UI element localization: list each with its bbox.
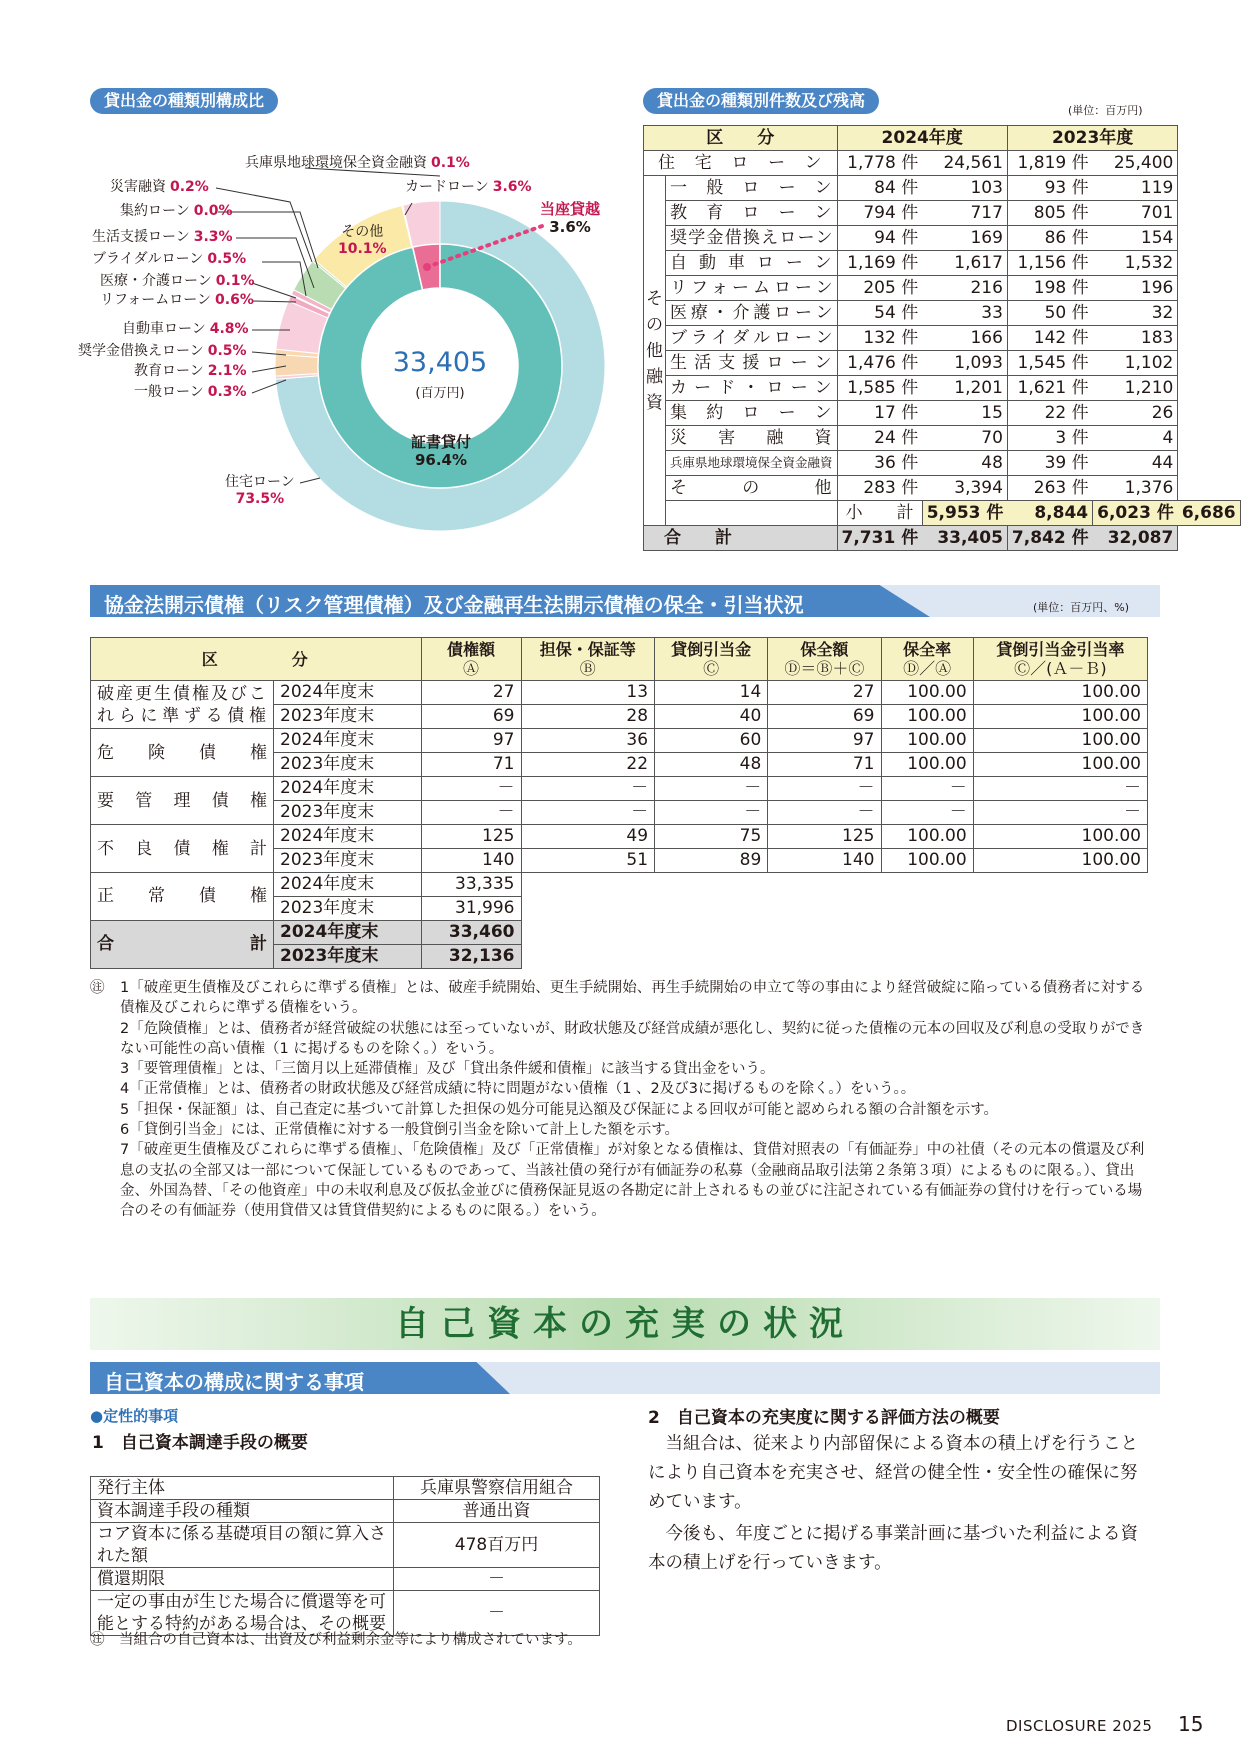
loan-composition-donut-chart: [0, 0, 640, 560]
cell-v24: 169: [922, 226, 1007, 251]
outer-label-name: 教育ローン: [134, 363, 204, 379]
capital-value: 478百万円: [394, 1523, 600, 1568]
table-row: [91, 1477, 600, 1500]
table-row: [91, 1500, 600, 1523]
capital-instrument-table: [90, 1476, 600, 1636]
outer-label-value: 0.5%: [207, 251, 247, 267]
claims-cell-p: 100.00: [973, 753, 1147, 777]
cell-c23: 6,023 件: [1093, 501, 1178, 526]
header-2023: 2023年度: [1007, 126, 1177, 151]
group-label-sonota-yushi: そ の 他 融 資: [644, 176, 666, 526]
claims-year: 2023年度末: [274, 897, 422, 921]
cell-v23: 6,686: [1178, 501, 1240, 526]
outer-label-value: 0.0%: [193, 203, 233, 219]
claims-cell-b: 49: [521, 825, 655, 849]
cell-c23: 1,545 件: [1007, 351, 1092, 376]
claims-group-label: 危 険 債 権: [91, 729, 274, 777]
claims-cell-d: 27: [768, 681, 881, 705]
outer-label-2: [110, 179, 209, 196]
outer-label-name: 一般ローン: [134, 384, 204, 400]
claims-title: 協金法開示債権（リスク管理債権）及び金融再生法開示債権の保全・引当状況: [104, 593, 804, 617]
cell-v23: 1,210: [1093, 376, 1178, 401]
cell-v24: 1,093: [922, 351, 1007, 376]
claims-cell-c: －: [655, 777, 768, 801]
table-row: [644, 301, 1241, 326]
outer-label-10: [78, 343, 247, 360]
claims-cell-d: 140: [768, 849, 881, 873]
cell-v23: 32: [1093, 301, 1178, 326]
loan-table-unit: (単位：百万円): [1068, 104, 1143, 117]
claims-cell-a: －: [421, 777, 521, 801]
item2-title: 2 自己資本の充実度に関する評価方法の概要: [648, 1408, 1000, 1428]
cell-v24: 33,405: [922, 526, 1007, 551]
cell-c24: 84 件: [837, 176, 922, 201]
cell-c23: 3 件: [1007, 426, 1092, 451]
outer-label-9: [122, 321, 249, 338]
cell-c23: 198 件: [1007, 276, 1092, 301]
cell-v24: 8,844: [1007, 501, 1092, 526]
outer-label-6: [92, 251, 246, 268]
claims-coverage-table: [90, 637, 1148, 969]
cell-c23: 263 件: [1007, 476, 1092, 501]
pie-center-value: 33,405: [392, 347, 488, 378]
claims-cell-p: 100.00: [973, 849, 1147, 873]
note-item: 5「担保・保証額」は、自己査定に基づいて計算した担保の処分可能見込額及び保証による回収が可能と認められる額の合計額を示す。: [120, 1101, 999, 1118]
cell-v23: 1,532: [1093, 251, 1178, 276]
row-label: その他: [666, 476, 838, 501]
item2-paragraph-1: 当組合は、従来より内部留保による資本の積上げを行うことにより自己資本を充実させ、経営の健全性・安全性の確保に努めています。: [648, 1434, 1138, 1512]
cell-v24: 1,201: [922, 376, 1007, 401]
overdraft-dot: [423, 263, 431, 271]
page-number: 15: [1178, 1712, 1204, 1736]
claims-cell-a: 32,136: [421, 945, 521, 969]
row-label: 兵庫県地球環境保全資金融資: [666, 451, 838, 476]
cell-c24: 94 件: [837, 226, 922, 251]
cell-c24: 36 件: [837, 451, 922, 476]
cell-v24: 33: [922, 301, 1007, 326]
table-row: [644, 401, 1241, 426]
claims-year: 2023年度末: [274, 945, 422, 969]
outer-label-name: 自動車ローン: [122, 321, 206, 337]
claims-group-label: 要 管 理 債 権: [91, 777, 274, 825]
outer-label-8: [100, 292, 254, 309]
outer-label-value: 73.5%: [235, 491, 285, 507]
outer-label-name: ブライダルローン: [92, 251, 204, 267]
claims-cell-p: 100.00: [973, 729, 1147, 753]
outer-label-name: その他: [341, 224, 384, 240]
pie-center-unit: (百万円): [415, 386, 465, 401]
claims-cell-a: 33,335: [421, 873, 521, 897]
claims-header-0: 区 分: [91, 638, 422, 681]
outer-label-11: [134, 363, 247, 380]
claims-year: 2023年度末: [274, 801, 422, 825]
table-row: [644, 176, 1241, 201]
claims-cell-d: 125: [768, 825, 881, 849]
cell-c23: 805 件: [1007, 201, 1092, 226]
header-kubun: 区 分: [644, 126, 838, 151]
group-spacer: [666, 501, 838, 526]
cell-v23: 32,087: [1093, 526, 1178, 551]
empty-cell: [521, 873, 1148, 897]
cell-c24: 283 件: [837, 476, 922, 501]
outer-label-0: [245, 155, 470, 172]
inner-label-touza: 当座貸越 3.6%: [539, 200, 600, 236]
claims-header-2: 担保・保証等 Ⓑ: [521, 638, 655, 681]
note-item: 1「破産更生債権及びこれらに準ずる債権」とは、破産手続開始、更生手続開始、再生手続開始の申立て等の事由により経営破綻に陥っている債務者に対する債権及びこれらに準ずる債権をいう。: [120, 980, 1145, 1017]
row-label: 集約ローン: [666, 401, 838, 426]
outer-label-value: 0.5%: [207, 343, 247, 359]
table-row: [91, 1523, 600, 1568]
note-item: 3「要管理債権」とは、「三箇月以上延滞債権」及び「貸出条件緩和債権」に該当する貸出金をいう。: [120, 1061, 775, 1078]
claims-year: 2023年度末: [274, 753, 422, 777]
table-row: [91, 825, 1148, 849]
cell-v24: 717: [922, 201, 1007, 226]
table-row: [91, 777, 1148, 801]
cell-c24: 54 件: [837, 301, 922, 326]
claims-cell-r: 100.00: [881, 681, 973, 705]
claims-cell-b: 36: [521, 729, 655, 753]
table-row: [644, 226, 1241, 251]
table-row: [644, 251, 1241, 276]
claims-year: 2024年度末: [274, 777, 422, 801]
table-row: [91, 921, 1148, 945]
row-label: リフォームローン: [666, 276, 838, 301]
outer-label-value: 4.8%: [209, 321, 249, 337]
subtotal-row: [644, 501, 1241, 526]
outer-label-value: 3.6%: [492, 179, 532, 195]
cell-v24: 24,561: [922, 151, 1007, 176]
empty-cell: [521, 897, 1148, 921]
claims-cell-r: －: [881, 801, 973, 825]
claims-cell-a: 71: [421, 753, 521, 777]
claims-year: 2023年度末: [274, 705, 422, 729]
claims-year: 2024年度末: [274, 873, 422, 897]
cell-c23: 50 件: [1007, 301, 1092, 326]
subtotal-label: 小 計: [837, 501, 922, 526]
claims-cell-a: 125: [421, 825, 521, 849]
claims-cell-b: 13: [521, 681, 655, 705]
row-label: 災害融資: [666, 426, 838, 451]
claims-cell-b: －: [521, 777, 655, 801]
claims-year: 2024年度末: [274, 921, 422, 945]
cell-c23: 93 件: [1007, 176, 1092, 201]
capital-key: コア資本に係る基礎項目の額に算入された額: [91, 1523, 394, 1568]
table-row: [644, 476, 1241, 501]
claims-cell-b: －: [521, 801, 655, 825]
capital-table-note: ㊟ 当組合の自己資本は、出資及び利益剰余金等により構成されています。: [90, 1632, 582, 1648]
claims-unit: (単位：百万円、%): [1033, 601, 1130, 614]
cell-v23: 119: [1093, 176, 1178, 201]
table-row: [644, 426, 1241, 451]
table-row: [644, 451, 1241, 476]
cell-c23: 22 件: [1007, 401, 1092, 426]
outer-label-name: 兵庫県地球環境保全資金融資: [245, 155, 427, 171]
claims-cell-d: 97: [768, 729, 881, 753]
cell-v24: 48: [922, 451, 1007, 476]
outer-label-5: [92, 229, 233, 246]
cell-c24: 7,731 件: [837, 526, 922, 551]
cell-v23: 1,102: [1093, 351, 1178, 376]
claims-cell-r: 100.00: [881, 825, 973, 849]
note-item: 4「正常債権」とは、債務者の財政状態及び経営成績に特に問題がない債権（1 、2及び3に掲げるものを除く。）をいう。。: [120, 1081, 916, 1098]
outer-label-1: [405, 179, 532, 196]
outer-label-12: [134, 384, 247, 401]
cell-v23: 26: [1093, 401, 1178, 426]
outer-label-7: [100, 273, 255, 290]
row-label: 生活支援ローン: [666, 351, 838, 376]
capital-value: －: [394, 1568, 600, 1591]
outer-label-4: [338, 224, 387, 258]
cell-c24: 1,476 件: [837, 351, 922, 376]
inner-label-shosho: 証書貸付 96.4%: [410, 433, 471, 469]
row-label: 奨学金借換えローン: [666, 226, 838, 251]
capital-banner-title: 自己資本の充実の状況: [395, 1304, 855, 1344]
table-row: [644, 351, 1241, 376]
outer-label-name: リフォームローン: [100, 292, 212, 308]
claims-cell-a: 97: [421, 729, 521, 753]
claims-cell-d: －: [768, 777, 881, 801]
outer-label-name: 住宅ローン: [225, 474, 295, 490]
outer-label-3: [120, 203, 233, 220]
claims-cell-b: 28: [521, 705, 655, 729]
cell-v23: 25,400: [1093, 151, 1178, 176]
cell-c23: 1,156 件: [1007, 251, 1092, 276]
claims-cell-p: －: [973, 777, 1147, 801]
note-item: 6「貸倒引当金」には、正常債権に対する一般貸倒引当金を除いて計上した額を示す。: [120, 1122, 680, 1139]
table-row: [644, 201, 1241, 226]
claims-cell-a: 69: [421, 705, 521, 729]
row-label: 住宅ローン: [644, 151, 838, 176]
capital-key: 資本調達手段の種類: [91, 1500, 394, 1523]
claims-year: 2024年度末: [274, 729, 422, 753]
cell-v23: 154: [1093, 226, 1178, 251]
cell-v24: 216: [922, 276, 1007, 301]
cell-v24: 103: [922, 176, 1007, 201]
claims-group-label: 合 計: [91, 921, 274, 969]
outer-label-name: 集約ローン: [120, 203, 190, 219]
cell-c24: 1,778 件: [837, 151, 922, 176]
cell-c24: 24 件: [837, 426, 922, 451]
outer-label-name: 奨学金借換えローン: [78, 343, 204, 359]
cell-v23: 183: [1093, 326, 1178, 351]
claims-notes: [90, 978, 1150, 1222]
cell-v24: 3,394: [922, 476, 1007, 501]
claims-cell-r: 100.00: [881, 849, 973, 873]
empty-cell: [521, 945, 1148, 969]
note-item: 7「破産更生債権及びこれらに準ずる債権」、「危険債権」及び「正常債権」が対象となる債権は、貸借対照表の「有価証券」中の社債（その元本の償還及び利息の支払の全部又は一部について保証しているものであって、当該社債の発行が有価証券の私募（金融商品取引法第２条第３項）によるものに限る。）、貸出金、外国為替、「その他資産」中の未収利息及び仮払金並びに債務保証見返の各勘定に計上されるもの並びに注記されている有価証券の貸付けを行っている場合のその有価証券（使用貸借又は賃貸借契約によるものに限る。）をいう。: [120, 1142, 1145, 1220]
claims-cell-c: 40: [655, 705, 768, 729]
claims-cell-p: －: [973, 801, 1147, 825]
claims-header-5: 保全率 Ⓓ／Ⓐ: [881, 638, 973, 681]
claims-cell-c: 89: [655, 849, 768, 873]
loan-count-balance-table: [643, 125, 1241, 551]
row-label: 教育ローン: [666, 201, 838, 226]
pie-section-title: 貸出金の種類別構成比: [90, 88, 278, 114]
table-row: [91, 681, 1148, 705]
claims-cell-r: 100.00: [881, 753, 973, 777]
capital-key: 償還期限: [91, 1568, 394, 1591]
leader-line: [252, 283, 296, 298]
qualitative-heading: ●定性的事項: [90, 1407, 179, 1425]
cell-v23: 1,376: [1093, 476, 1178, 501]
cell-v23: 196: [1093, 276, 1178, 301]
header-2024: 2024年度: [837, 126, 1007, 151]
claims-year: 2024年度末: [274, 825, 422, 849]
claims-cell-c: 14: [655, 681, 768, 705]
capital-value: 普通出資: [394, 1500, 600, 1523]
claims-group-label: 破産更生債権及びこれらに準ずる債権: [91, 681, 274, 729]
cell-v24: 1,617: [922, 251, 1007, 276]
outer-label-value: 10.1%: [338, 241, 387, 257]
claims-cell-a: －: [421, 801, 521, 825]
outer-label-value: 0.1%: [215, 273, 255, 289]
cell-c24: 5,953 件: [922, 501, 1007, 526]
capital-subtitle: 自己資本の構成に関する事項: [104, 1370, 364, 1394]
table-row: [644, 326, 1241, 351]
row-label: ブライダルローン: [666, 326, 838, 351]
cell-c23: 39 件: [1007, 451, 1092, 476]
empty-cell: [521, 921, 1148, 945]
outer-label-value: 3.3%: [193, 229, 233, 245]
claims-cell-a: 33,460: [421, 921, 521, 945]
cell-c23: 1,819 件: [1007, 151, 1092, 176]
table-row: [91, 873, 1148, 897]
cell-v23: 4: [1093, 426, 1178, 451]
outer-label-value: 0.6%: [215, 292, 254, 308]
row-label: 一般ローン: [666, 176, 838, 201]
claims-cell-c: －: [655, 801, 768, 825]
claims-header-3: 貸倒引当金 Ⓒ: [655, 638, 768, 681]
claims-cell-d: 69: [768, 705, 881, 729]
cell-c24: 17 件: [837, 401, 922, 426]
cell-c24: 132 件: [837, 326, 922, 351]
claims-cell-a: 140: [421, 849, 521, 873]
table-row: [91, 1568, 600, 1591]
outer-label-name: 災害融資: [110, 179, 166, 195]
claims-cell-r: －: [881, 777, 973, 801]
outer-slice-2: [275, 354, 318, 376]
cell-c24: 1,585 件: [837, 376, 922, 401]
leader-line: [300, 478, 320, 483]
notes-marker: ㊟: [90, 980, 105, 996]
total-label: 合 計: [644, 526, 838, 551]
outer-label-name: 生活支援ローン: [92, 229, 190, 245]
item1-title: 1 自己資本調達手段の概要: [92, 1433, 308, 1453]
cell-c23: 1,621 件: [1007, 376, 1092, 401]
cell-v23: 701: [1093, 201, 1178, 226]
claims-year: 2023年度末: [274, 849, 422, 873]
claims-cell-r: 100.00: [881, 705, 973, 729]
capital-value: －: [394, 1591, 600, 1636]
outer-label-value: 0.3%: [207, 384, 247, 400]
cell-c23: 7,842 件: [1007, 526, 1092, 551]
table-row: [91, 729, 1148, 753]
claims-header-1: 債権額 Ⓐ: [421, 638, 521, 681]
claims-group-label: 不 良 債 権 計: [91, 825, 274, 873]
cell-c24: 794 件: [837, 201, 922, 226]
claims-cell-c: 60: [655, 729, 768, 753]
claims-cell-p: 100.00: [973, 681, 1147, 705]
claims-group-label: 正 常 債 権: [91, 873, 274, 921]
row-label: カード・ローン: [666, 376, 838, 401]
outer-label-name: 医療・介護ローン: [100, 273, 212, 289]
claims-cell-p: 100.00: [973, 705, 1147, 729]
cell-c23: 86 件: [1007, 226, 1092, 251]
claims-header-4: 保全額 Ⓓ＝Ⓑ＋Ⓒ: [768, 638, 881, 681]
cell-c24: 205 件: [837, 276, 922, 301]
table-row: [644, 276, 1241, 301]
cell-v24: 166: [922, 326, 1007, 351]
cell-v24: 70: [922, 426, 1007, 451]
claims-header-6: 貸倒引当金引当率 Ⓒ／(Ａ－Ｂ): [973, 638, 1147, 681]
cell-v23: 44: [1093, 451, 1178, 476]
claims-year: 2024年度末: [274, 681, 422, 705]
outer-label-value: 2.1%: [207, 363, 247, 379]
claims-cell-c: 48: [655, 753, 768, 777]
capital-value: 兵庫県警察信用組合: [394, 1477, 600, 1500]
outer-label-value: 0.2%: [170, 179, 209, 195]
table-row: [644, 151, 1241, 176]
loan-table-title: 貸出金の種類別件数及び残高: [643, 88, 879, 114]
row-label: 医療・介護ローン: [666, 301, 838, 326]
outer-label-name: カードローン: [405, 179, 489, 195]
outer-label-13: [225, 474, 295, 508]
total-row: [644, 526, 1241, 551]
outer-label-value: 0.1%: [431, 155, 470, 171]
cell-c24: 1,169 件: [837, 251, 922, 276]
cell-v24: 15: [922, 401, 1007, 426]
capital-key: 一定の事由が生じた場合に償還等を可能とする特約がある場合は、その概要: [91, 1591, 394, 1636]
cell-c23: 142 件: [1007, 326, 1092, 351]
claims-cell-b: 51: [521, 849, 655, 873]
claims-cell-c: 75: [655, 825, 768, 849]
claims-cell-d: 71: [768, 753, 881, 777]
claims-cell-a: 27: [421, 681, 521, 705]
footer-label: DISCLOSURE 2025: [1006, 1717, 1153, 1735]
claims-cell-r: 100.00: [881, 729, 973, 753]
claims-cell-a: 31,996: [421, 897, 521, 921]
note-item: 2「危険債権」とは、債務者が経営破綻の状態には至っていないが、財政状態及び経営成績が悪化し、契約に従った債権の元本の回収及び利息の受取りができない可能性の高い債権（1 に掲げるものを除く。）をいう。: [120, 1020, 1145, 1057]
item2-paragraph-2: 今後も、年度ごとに掲げる事業計画に基づいた利益による資本の積上げを行っていきます。: [648, 1524, 1138, 1573]
capital-key: 発行主体: [91, 1477, 394, 1500]
table-row: [644, 376, 1241, 401]
claims-cell-p: 100.00: [973, 825, 1147, 849]
claims-cell-b: 22: [521, 753, 655, 777]
row-label: 自動車ローン: [666, 251, 838, 276]
claims-cell-d: －: [768, 801, 881, 825]
